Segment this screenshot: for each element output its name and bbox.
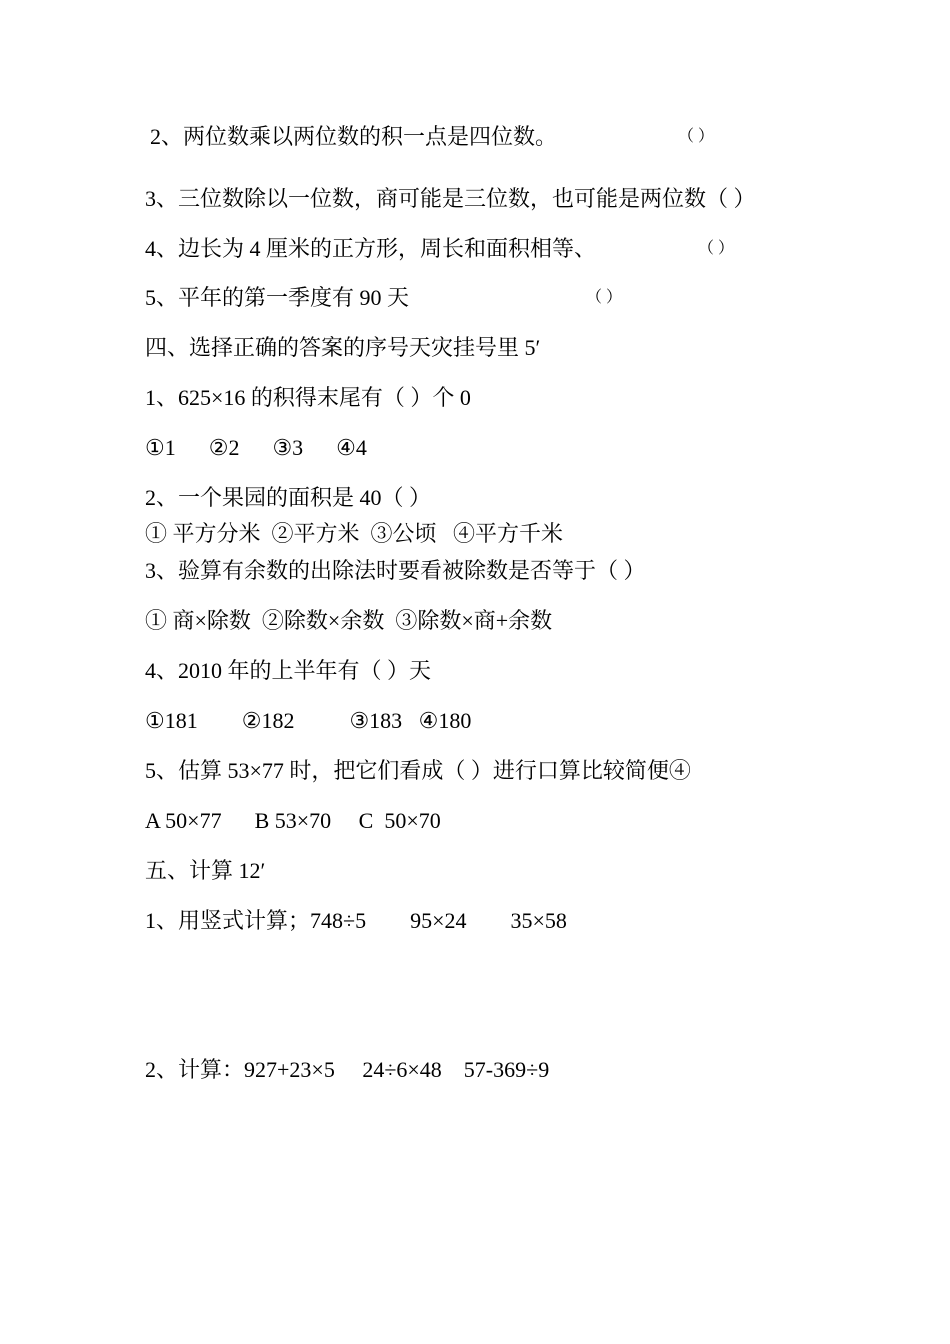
section-4-title: 四、选择正确的答案的序号天灾挂号里 5′ [145, 335, 541, 360]
judge-answer-blank-4: （ ） [698, 240, 735, 257]
choice-options-3: ① 商×除数 ②除数×余数 ③除数×商+余数 [145, 608, 553, 633]
choice-question-1: 1、625×16 的积得末尾有（ ）个 0 [145, 385, 471, 410]
choice-options-5: A 50×77 B 53×70 C 50×70 [145, 808, 441, 833]
choice-question-3: 3、验算有余数的出除法时要看被除数是否等于（ ） [145, 558, 646, 583]
judge-answer-blank-5: （ ） [586, 289, 623, 306]
judge-question-4: 4、边长为 4 厘米的正方形，周长和面积相等、 [145, 236, 597, 261]
choice-options-2: ① 平方分米 ②平方米 ③公顷 ④平方千米 [145, 521, 564, 546]
calc-question-1: 1、用竖式计算；748÷5 95×24 35×58 [145, 908, 567, 933]
judge-question-3: 3、三位数除以一位数，商可能是三位数，也可能是两位数（ ） [145, 186, 756, 211]
section-5-title: 五、计算 12′ [145, 858, 266, 883]
calc-question-2: 2、计算：927+23×5 24÷6×48 57-369÷9 [145, 1057, 550, 1082]
choice-question-2: 2、一个果园的面积是 40（ ） [145, 485, 432, 510]
choice-question-5: 5、估算 53×77 时，把它们看成（ ）进行口算比较简便④ [145, 758, 691, 783]
judge-question-5: 5、平年的第一季度有 90 天 [145, 285, 410, 310]
judge-question-2: 2、两位数乘以两位数的积一点是四位数。 [150, 124, 558, 149]
judge-answer-blank-2: （ ） [678, 128, 715, 145]
choice-options-1: ①1 ②2 ③3 ④4 [145, 435, 367, 460]
choice-question-4: 4、2010 年的上半年有（ ）天 [145, 658, 432, 683]
choice-options-4: ①181 ②182 ③183 ④180 [145, 708, 472, 733]
